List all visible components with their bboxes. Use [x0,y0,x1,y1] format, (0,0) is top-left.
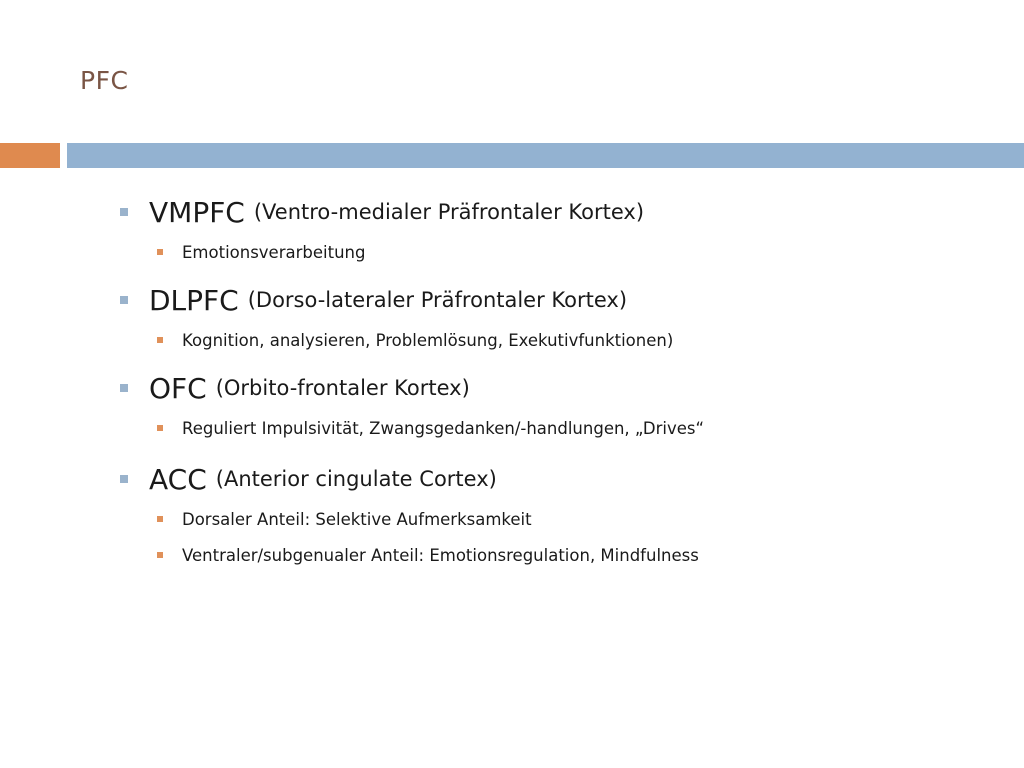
sub-bullet-text: Ventraler/subgenualer Anteil: Emotionsregulation, Mindfulness [182,545,699,565]
bullet-abbreviation: ACC [149,462,207,496]
square-bullet-icon [157,552,163,558]
square-bullet-icon [157,337,163,343]
bullet-full-name: (Orbito-frontaler Kortex) [215,376,470,400]
square-bullet-icon [157,516,163,522]
bullet-full-name: (Anterior cingulate Cortex) [215,467,497,491]
bullet-item-ofc [120,368,470,408]
square-bullet-icon [120,475,128,483]
slide-title: PFC [80,66,129,95]
square-bullet-icon [120,384,128,392]
square-bullet-icon [120,208,128,216]
bullet-full-name: (Dorso-lateraler Präfrontaler Kortex) [247,288,628,312]
square-bullet-icon [157,425,163,431]
square-bullet-icon [120,296,128,304]
sub-bullet-text: Kognition, analysieren, Problemlösung, Exekutivfunktionen) [182,330,674,350]
sub-bullet-item [157,506,532,532]
sub-bullet-text: Dorsaler Anteil: Selektive Aufmerksamkeit [182,509,532,529]
sub-bullet-item [157,542,699,568]
sub-bullet-item [157,327,673,353]
bullet-full-name: (Ventro-medialer Präfrontaler Kortex) [253,200,645,224]
square-bullet-icon [157,249,163,255]
sub-bullet-item [157,239,365,265]
bullet-abbreviation: DLPFC [149,283,239,317]
bullet-item-vmpfc [120,192,644,232]
bullet-abbreviation: OFC [149,371,207,405]
bullet-abbreviation: VMPFC [149,195,245,229]
bullet-item-acc [120,459,497,499]
sub-bullet-text: Emotionsverarbeitung [182,242,366,262]
sub-bullet-item [157,415,704,441]
bullet-item-dlpfc [120,280,627,320]
sub-bullet-text: Reguliert Impulsivität, Zwangsgedanken/-handlungen, „Drives“ [182,418,705,438]
